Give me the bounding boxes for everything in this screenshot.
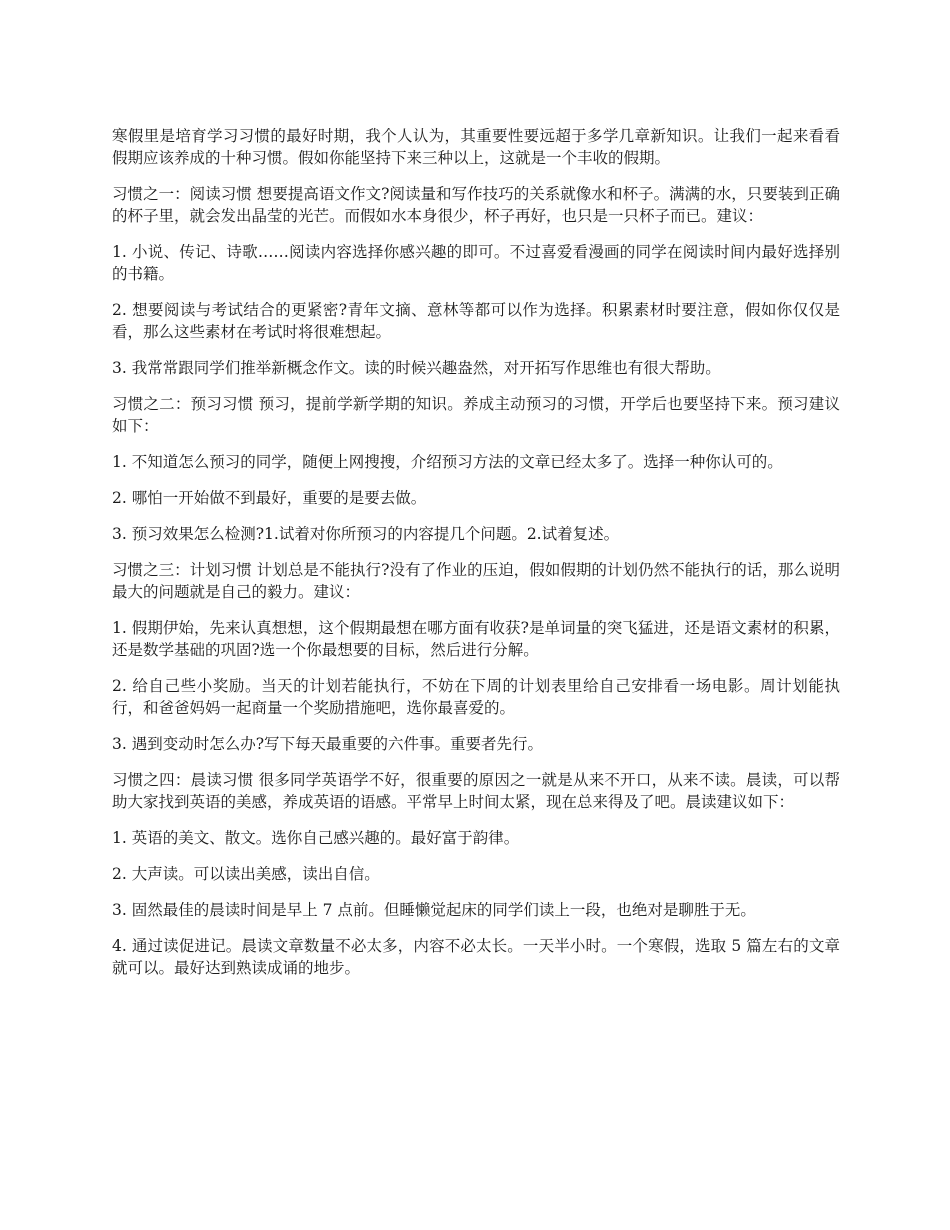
habit-4-tip-2: 2. 大声读。可以读出美感，读出自信。 xyxy=(112,865,380,883)
habit-2-tip-1: 1. 不知道怎么预习的同学，随便上网搜搜，介绍预习方法的文章已经太多了。选择一种你认可的。 xyxy=(112,453,783,471)
habit-3-heading-paragraph: 习惯之三：计划习惯 计划总是不能执行?没有了作业的压迫，假如假期的计划仍然不能执行的话，那么说明最大的问题就是自己的毅力。建议： xyxy=(112,561,840,601)
habit-4-heading-paragraph: 习惯之四：晨读习惯 很多同学英语学不好，很重要的原因之一就是从来不开口，从来不读。晨读，可以帮助大家找到英语的美感，养成英语的语感。平常早上时间太紧，现在总来得及了吧。晨读建议如下： xyxy=(112,771,840,811)
habit-2-tip-3: 3. 预习效果怎么检测?1.试着对你所预习的内容提几个问题。2.试着复述。 xyxy=(112,525,620,543)
habit-1-tip-3: 3. 我常常跟同学们推举新概念作文。读的时候兴趣盎然，对开拓写作思维也有很大帮助。 xyxy=(112,359,721,377)
habit-1-heading-paragraph: 习惯之一：阅读习惯 想要提高语文作文?阅读量和写作技巧的关系就像水和杯子。满满的水，只要装到正确的杯子里，就会发出晶莹的光芒。而假如水本身很少，杯子再好，也只是一只杯子而已。建议： xyxy=(112,185,840,225)
habit-2-tip-2: 2. 哪怕一开始做不到最好，重要的是要去做。 xyxy=(112,489,427,507)
habit-3-tip-3: 3. 遇到变动时怎么办?写下每天最重要的六件事。重要者先行。 xyxy=(112,735,544,753)
habit-1-tip-2: 2. 想要阅读与考试结合的更紧密?青年文摘、意林等都可以作为选择。积累素材时要注意，假如你仅仅是看，那么这些素材在考试时将很难想起。 xyxy=(112,301,840,341)
habit-3-tip-2: 2. 给自己些小奖励。当天的计划若能执行，不妨在下周的计划表里给自己安排看一场电影。周计划能执行，和爸爸妈妈一起商量一个奖励措施吧，选你最喜爱的。 xyxy=(112,677,840,717)
intro-paragraph: 寒假里是培育学习习惯的最好时期，我个人认为，其重要性要远超于多学几章新知识。让我们一起来看看假期应该养成的十种习惯。假如你能坚持下来三种以上，这就是一个丰收的假期。 xyxy=(112,127,840,167)
habit-4-tip-4: 4. 通过读促进记。晨读文章数量不必太多，内容不必太长。一天半小时。一个寒假，选取 5 篇左右的文章就可以。最好达到熟读成诵的地步。 xyxy=(112,937,840,977)
habit-1-tip-1: 1. 小说、传记、诗歌……阅读内容选择你感兴趣的即可。不过喜爱看漫画的同学在阅读时间内最好选择别的书籍。 xyxy=(112,243,840,283)
habit-3-tip-1: 1. 假期伊始，先来认真想想，这个假期最想在哪方面有收获?是单词量的突飞猛进，还是语文素材的积累，还是数学基础的巩固?选一个你最想要的目标，然后进行分解。 xyxy=(112,619,840,659)
habit-4-tip-3: 3. 固然最佳的晨读时间是早上 7 点前。但睡懒觉起床的同学们读上一段，也绝对是聊胜于无。 xyxy=(112,901,756,919)
habit-4-tip-1: 1. 英语的美文、散文。选你自己感兴趣的。最好富于韵律。 xyxy=(112,829,520,847)
document-body xyxy=(112,125,840,993)
habit-2-heading-paragraph: 习惯之二：预习习惯 预习，提前学新学期的知识。养成主动预习的习惯，开学后也要坚持下来。预习建议如下： xyxy=(112,395,840,435)
